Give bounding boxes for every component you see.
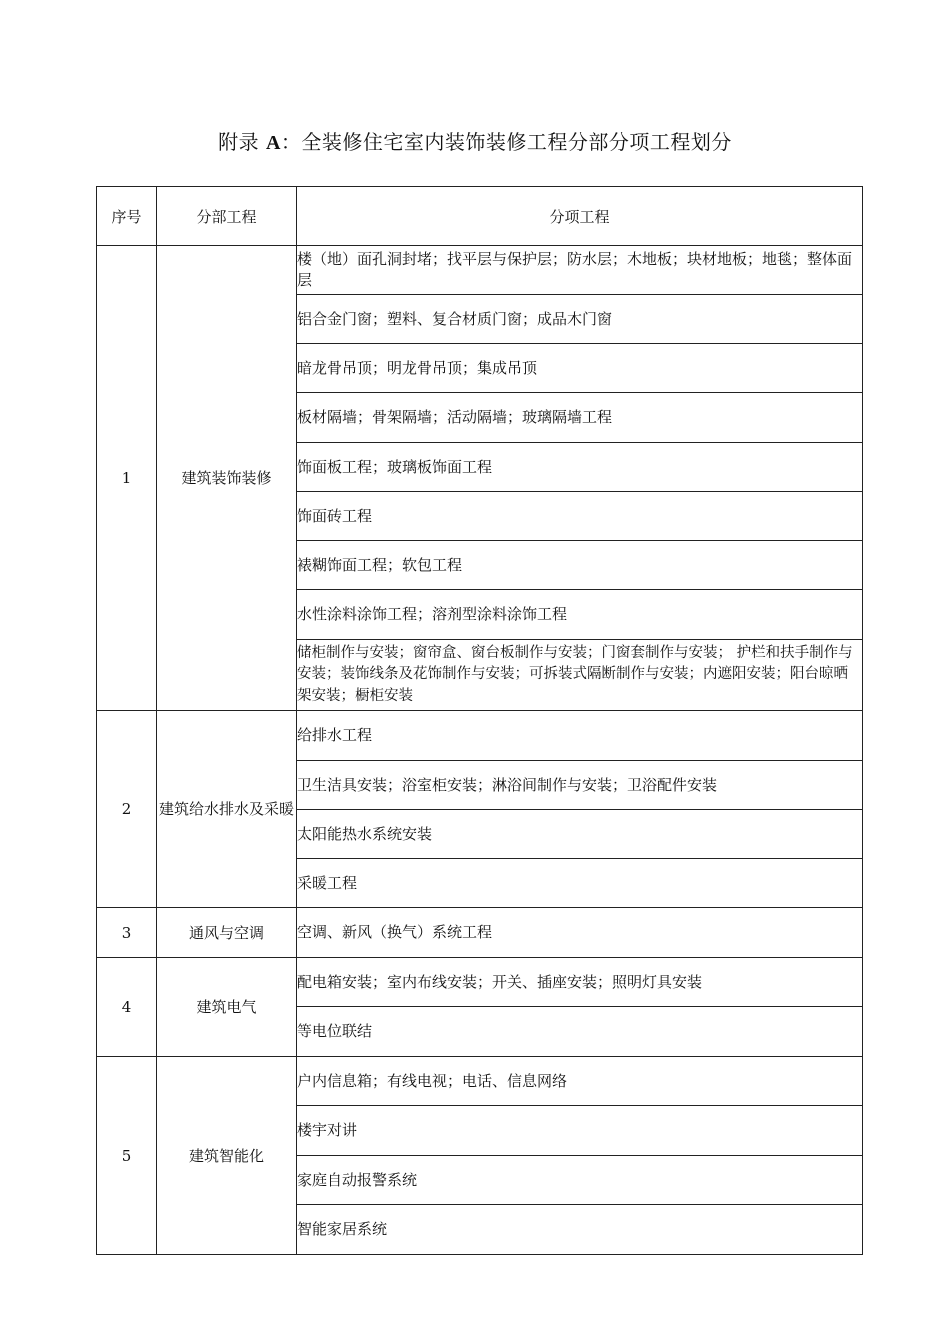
table-row bbox=[97, 958, 863, 1007]
division-cell: 建筑给水排水及采暖 bbox=[157, 711, 297, 908]
division-cell: 建筑装饰装修 bbox=[157, 246, 297, 711]
table-header-row bbox=[97, 187, 863, 246]
item-cell: 饰面砖工程 bbox=[297, 492, 863, 541]
item-cell: 采暖工程 bbox=[297, 859, 863, 908]
title-text: ：全装修住宅室内装饰装修工程分部分项工程划分 bbox=[280, 130, 732, 154]
page-title bbox=[0, 126, 950, 155]
item-cell: 饰面板工程；玻璃板饰面工程 bbox=[297, 443, 863, 492]
division-cell: 建筑电气 bbox=[157, 958, 297, 1057]
project-division-table bbox=[96, 186, 863, 1255]
item-cell: 楼宇对讲 bbox=[297, 1106, 863, 1156]
group-no-cell: 5 bbox=[97, 1057, 157, 1255]
item-cell: 空调、新风（换气）系统工程 bbox=[297, 908, 863, 958]
item-cell: 暗龙骨吊顶；明龙骨吊顶；集成吊顶 bbox=[297, 344, 863, 393]
table-row bbox=[97, 908, 863, 958]
item-cell: 智能家居系统 bbox=[297, 1205, 863, 1255]
header-no: 序号 bbox=[97, 187, 157, 246]
item-cell: 裱糊饰面工程；软包工程 bbox=[297, 541, 863, 590]
table-row bbox=[97, 1057, 863, 1106]
item-cell: 家庭自动报警系统 bbox=[297, 1156, 863, 1205]
item-cell: 等电位联结 bbox=[297, 1007, 863, 1057]
division-cell: 通风与空调 bbox=[157, 908, 297, 958]
table-row bbox=[97, 246, 863, 295]
group-no-cell: 3 bbox=[97, 908, 157, 958]
item-cell: 储柜制作与安装；窗帘盒、窗台板制作与安装；门窗套制作与安装； 护栏和扶手制作与安装；装饰线条及花饰制作与安装；可拆装式隔断制作与安装；内遮阳安装；阳台晾晒架安装；橱柜安装 bbox=[297, 640, 863, 711]
group-no-cell: 2 bbox=[97, 711, 157, 908]
item-cell: 太阳能热水系统安装 bbox=[297, 810, 863, 859]
item-cell: 给排水工程 bbox=[297, 711, 863, 761]
item-cell: 卫生洁具安装；浴室柜安装；淋浴间制作与安装；卫浴配件安装 bbox=[297, 761, 863, 810]
header-division: 分部工程 bbox=[157, 187, 297, 246]
item-cell: 户内信息箱；有线电视；电话、信息网络 bbox=[297, 1057, 863, 1106]
header-items: 分项工程 bbox=[297, 187, 863, 246]
title-prefix: 附录 bbox=[218, 130, 260, 154]
division-cell: 建筑智能化 bbox=[157, 1057, 297, 1255]
group-no-cell: 1 bbox=[97, 246, 157, 711]
table-row bbox=[97, 711, 863, 761]
item-cell: 铝合金门窗；塑料、复合材质门窗；成品木门窗 bbox=[297, 295, 863, 344]
item-cell: 楼（地）面孔洞封堵；找平层与保护层；防水层；木地板；块材地板；地毯；整体面层 bbox=[297, 246, 863, 295]
item-cell: 配电箱安装；室内布线安装；开关、插座安装；照明灯具安装 bbox=[297, 958, 863, 1007]
group-no-cell: 4 bbox=[97, 958, 157, 1057]
title-appendix-label: A bbox=[265, 132, 281, 154]
item-cell: 板材隔墙；骨架隔墙；活动隔墙；玻璃隔墙工程 bbox=[297, 393, 863, 443]
item-cell: 水性涂料涂饰工程；溶剂型涂料涂饰工程 bbox=[297, 590, 863, 640]
